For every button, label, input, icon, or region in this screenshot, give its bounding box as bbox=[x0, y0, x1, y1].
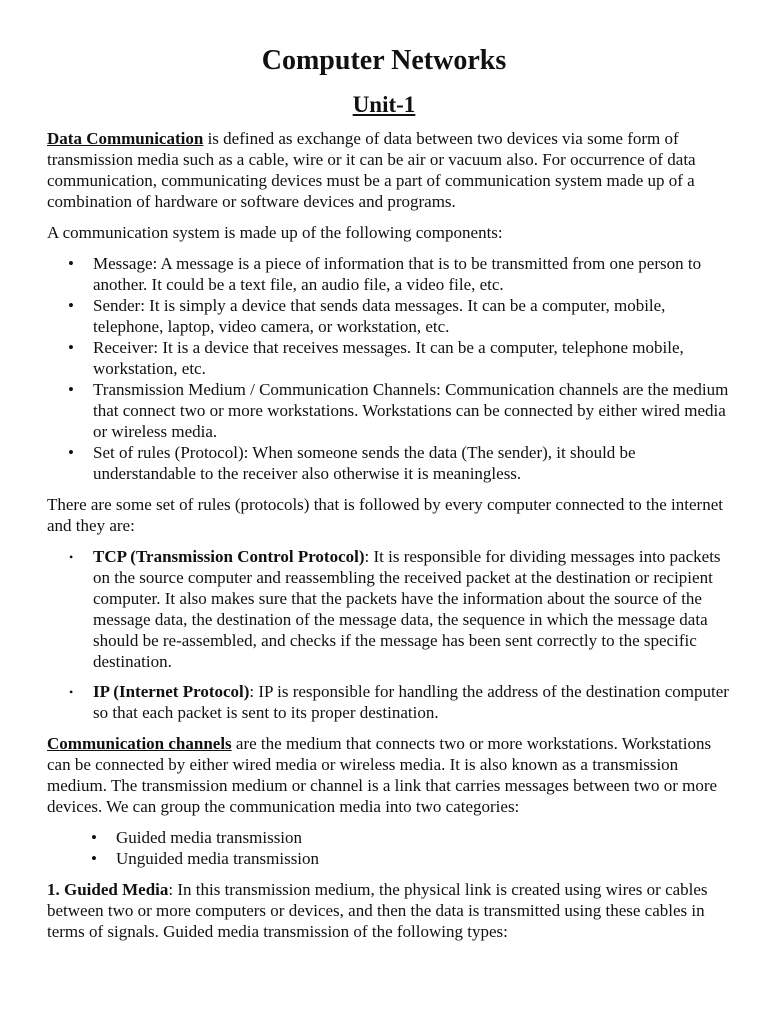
intro-paragraph bbox=[47, 128, 737, 212]
document-body bbox=[47, 128, 737, 942]
protocol-term-ip: IP (Internet Protocol) bbox=[93, 682, 250, 701]
guided-media-text: : In this transmission medium, the physical link is created using wires or cables between two or more computers or devices, and then the data is transmitted using these cables in terms of signals. Guided media transmission of the following types: bbox=[47, 880, 708, 941]
guided-media-term: 1. Guided Media bbox=[47, 880, 169, 899]
list-item-transmission-medium: • Transmission Medium / Communication Channels: Communication channels are the medium that connect two or more workstations. Workstations can be connected by either wired media or wireless media. bbox=[93, 379, 737, 442]
list-item-unguided: • Unguided media transmission bbox=[116, 848, 737, 869]
intro-term: Data Communication bbox=[47, 129, 204, 148]
protocol-text-ip: : IP is responsible for handling the address of the destination computer so that each packet is sent to its proper destination. bbox=[93, 682, 729, 722]
protocols-list bbox=[47, 546, 737, 723]
unit-label: Unit-1 bbox=[352, 92, 416, 117]
protocol-text-tcp: : It is responsible for dividing messages into packets on the source computer and reassembling the received packet at the destination or recipient computer. It also makes sure that the packets have the information about the source of the message data, the destination of the message data, the sequence in which the message data should be re-assembled, and checks if the message has been sent correctly to the specific destination. bbox=[93, 547, 721, 671]
protocol-item-ip bbox=[93, 681, 737, 723]
channels-term: Communication channels bbox=[47, 734, 232, 753]
guided-media-paragraph bbox=[47, 879, 737, 942]
list-item-protocol: • Set of rules (Protocol): When someone sends the data (The sender), it should be understandable to the receiver also otherwise it is meaningless. bbox=[93, 442, 737, 484]
protocol-item-tcp bbox=[93, 546, 737, 672]
components-list bbox=[47, 253, 737, 484]
protocol-term-tcp: TCP (Transmission Control Protocol) bbox=[93, 547, 365, 566]
page-title: Computer Networks bbox=[261, 45, 507, 76]
media-categories-list bbox=[47, 827, 737, 869]
channels-paragraph bbox=[47, 733, 737, 817]
channels-text: are the medium that connects two or more workstations. Workstations can be connected by either wired media or wireless media. It is also known as a transmission medium. The transmission medium or channel is a link that carries messages between two or more devices. We can group the communication media into two categories: bbox=[47, 734, 718, 816]
intro-text: is defined as exchange of data between two devices via some form of transmission media such as a cable, wire or it can be air or vacuum also. For occurrence of data communication, communicating devices must be a part of communication system made up of a combination of hardware or software devices and programs. bbox=[47, 129, 696, 211]
list-item-receiver: • Receiver: It is a device that receives messages. It can be a computer, telephone mobile, workstation, etc. bbox=[93, 337, 737, 379]
list-item-message: • Message: A message is a piece of information that is to be transmitted from one person to another. It could be a text file, an audio file, a video file, etc. bbox=[93, 253, 737, 295]
unit-heading bbox=[0, 88, 768, 122]
protocols-intro: There are some set of rules (protocols) that is followed by every computer connected to the internet and they are: bbox=[47, 495, 723, 535]
list-item-sender: • Sender: It is simply a device that sends data messages. It can be a computer, mobile, telephone, laptop, video camera, or workstation, etc. bbox=[93, 295, 737, 337]
components-heading: A communication system is made up of the following components: bbox=[47, 223, 503, 242]
list-item-guided: • Guided media transmission bbox=[116, 827, 737, 848]
